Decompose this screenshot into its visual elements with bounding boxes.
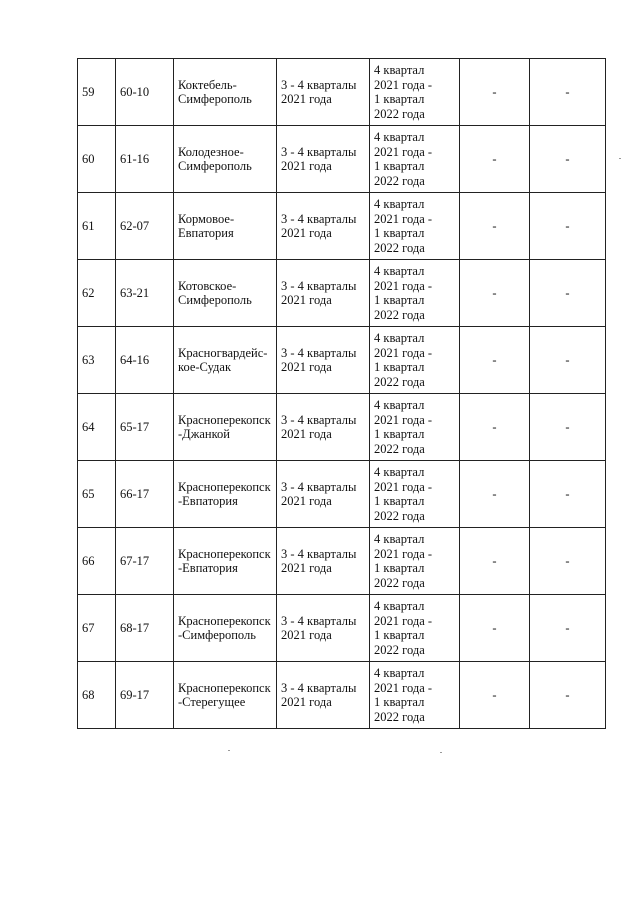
col6-value: -: [492, 486, 497, 501]
row-number-cell: [78, 327, 116, 394]
period-line: 2021 года: [281, 293, 332, 307]
quarter-line: 4 квартал: [374, 264, 425, 278]
quarter-line: 2021 года -: [374, 479, 433, 494]
quarter-line: 4 квартал: [374, 197, 425, 211]
col6-value: -: [492, 285, 497, 300]
quarter-line: 1 квартал: [374, 92, 425, 106]
period-line: 2021 года: [281, 360, 332, 374]
col7-cell: [530, 260, 606, 327]
col6-cell: [460, 528, 530, 595]
route-name-line: Красноперекопск: [178, 680, 271, 695]
quarter-line: 4 квартал: [374, 532, 425, 546]
quarter-cell: [370, 260, 460, 327]
col6-value: -: [492, 620, 497, 635]
quarter-line: 1 квартал: [374, 427, 425, 441]
route-code-cell: [116, 193, 174, 260]
route-name-cell: [174, 193, 277, 260]
route-name-line: -Евпатория: [178, 561, 238, 575]
row-number-cell: [78, 126, 116, 193]
quarter-cell: [370, 394, 460, 461]
period-line: 2021 года: [281, 561, 332, 575]
col7-cell: [530, 126, 606, 193]
quarter-line: 1 квартал: [374, 293, 425, 307]
route-name-line: Красноперекопск: [178, 479, 271, 494]
quarter-line: 1 квартал: [374, 695, 425, 709]
col7-value: -: [565, 620, 570, 635]
quarter-line: 2022 года: [374, 508, 425, 523]
period-line: 3 - 4 кварталы: [281, 479, 357, 494]
quarter-line: 4 квартал: [374, 666, 425, 680]
route-name-cell: [174, 528, 277, 595]
quarter-line: 1 квартал: [374, 226, 425, 240]
row-number: 59: [82, 84, 95, 99]
period-cell: [277, 327, 370, 394]
route-code-cell: [116, 528, 174, 595]
col6-value: -: [492, 151, 497, 166]
route-code-cell: [116, 595, 174, 662]
quarter-line: 1 квартал: [374, 360, 425, 374]
route-code-cell: [116, 662, 174, 729]
table-row: [78, 260, 606, 327]
col6-value: -: [492, 419, 497, 434]
routes-table-body: [78, 59, 606, 729]
route-name-line: Евпатория: [178, 226, 234, 240]
row-number: 60: [82, 151, 95, 166]
period-line: 3 - 4 кварталы: [281, 211, 357, 226]
route-code: 67-17: [120, 553, 150, 568]
table-row: [78, 327, 606, 394]
quarter-cell: [370, 193, 460, 260]
quarter-line: 2022 года: [374, 374, 425, 389]
table-row: [78, 528, 606, 595]
route-code-cell: [116, 327, 174, 394]
col7-value: -: [565, 218, 570, 233]
route-code: 69-17: [120, 687, 150, 702]
quarter-cell: [370, 595, 460, 662]
col7-cell: [530, 461, 606, 528]
row-number: 61: [82, 218, 95, 233]
period-line: 2021 года: [281, 494, 332, 508]
period-line: 2021 года: [281, 226, 332, 240]
route-name-line: Красноперекопск: [178, 412, 271, 427]
period-cell: [277, 662, 370, 729]
row-number: 63: [82, 352, 95, 367]
quarter-cell: [370, 59, 460, 126]
quarter-line: 2021 года -: [374, 546, 433, 561]
col7-cell: [530, 193, 606, 260]
period-cell: [277, 461, 370, 528]
row-number-cell: [78, 193, 116, 260]
route-code-cell: [116, 260, 174, 327]
col7-value: -: [565, 486, 570, 501]
quarter-line: 4 квартал: [374, 63, 425, 77]
col7-cell: [530, 595, 606, 662]
quarter-line: 2021 года -: [374, 345, 433, 360]
scan-speck: [440, 752, 442, 753]
col7-value: -: [565, 285, 570, 300]
quarter-line: 4 квартал: [374, 331, 425, 345]
route-code: 65-17: [120, 419, 150, 434]
col7-value: -: [565, 419, 570, 434]
quarter-line: 2022 года: [374, 642, 425, 657]
quarter-line: 2021 года -: [374, 412, 433, 427]
quarter-cell: [370, 662, 460, 729]
period-line: 2021 года: [281, 427, 332, 441]
quarter-line: 2021 года -: [374, 278, 433, 293]
route-name-line: Котовское-: [178, 278, 237, 293]
period-cell: [277, 528, 370, 595]
table-row: [78, 193, 606, 260]
col6-value: -: [492, 84, 497, 99]
col7-value: -: [565, 553, 570, 568]
quarter-line: 4 квартал: [374, 465, 425, 479]
period-cell: [277, 59, 370, 126]
quarter-line: 2021 года -: [374, 680, 433, 695]
col6-cell: [460, 327, 530, 394]
row-number: 62: [82, 285, 95, 300]
route-name-line: Коктебель-: [178, 77, 237, 92]
route-name-line: Красноперекопск: [178, 613, 271, 628]
row-number-cell: [78, 394, 116, 461]
quarter-line: 1 квартал: [374, 494, 425, 508]
quarter-line: 4 квартал: [374, 130, 425, 144]
quarter-line: 4 квартал: [374, 398, 425, 412]
scan-speck: [619, 158, 621, 159]
route-name-cell: [174, 59, 277, 126]
quarter-cell: [370, 528, 460, 595]
quarter-line: 2022 года: [374, 575, 425, 590]
quarter-line: 1 квартал: [374, 159, 425, 173]
route-code-cell: [116, 59, 174, 126]
period-line: 3 - 4 кварталы: [281, 546, 357, 561]
col6-cell: [460, 59, 530, 126]
row-number: 66: [82, 553, 95, 568]
scan-speck: [228, 750, 230, 751]
route-name-line: Колодезное-: [178, 144, 244, 159]
route-name-line: -Джанкой: [178, 427, 230, 441]
period-cell: [277, 394, 370, 461]
col6-cell: [460, 260, 530, 327]
row-number: 64: [82, 419, 95, 434]
table-row: [78, 59, 606, 126]
period-line: 3 - 4 кварталы: [281, 77, 357, 92]
route-name-cell: [174, 126, 277, 193]
table-row: [78, 461, 606, 528]
quarter-line: 2021 года -: [374, 613, 433, 628]
table-row: [78, 662, 606, 729]
route-name-line: Симферополь: [178, 92, 252, 106]
route-name-line: Красноперекопск: [178, 546, 271, 561]
route-name-line: -Симферополь: [178, 628, 256, 642]
route-code-cell: [116, 394, 174, 461]
quarter-line: 1 квартал: [374, 628, 425, 642]
row-number-cell: [78, 461, 116, 528]
quarter-line: 2022 года: [374, 307, 425, 322]
quarter-line: 2021 года -: [374, 144, 433, 159]
route-code-cell: [116, 126, 174, 193]
col7-value: -: [565, 84, 570, 99]
table-row: [78, 126, 606, 193]
row-number-cell: [78, 528, 116, 595]
col7-cell: [530, 662, 606, 729]
route-name-line: Симферополь: [178, 159, 252, 173]
col6-cell: [460, 662, 530, 729]
route-name-cell: [174, 662, 277, 729]
route-name-cell: [174, 595, 277, 662]
route-code: 66-17: [120, 486, 150, 501]
route-code: 61-16: [120, 151, 150, 166]
quarter-line: 2022 года: [374, 106, 425, 121]
row-number-cell: [78, 595, 116, 662]
route-code: 68-17: [120, 620, 150, 635]
route-name-cell: [174, 327, 277, 394]
quarter-line: 2022 года: [374, 441, 425, 456]
period-cell: [277, 193, 370, 260]
route-name-cell: [174, 461, 277, 528]
route-name-cell: [174, 394, 277, 461]
quarter-cell: [370, 461, 460, 528]
period-line: 3 - 4 кварталы: [281, 680, 357, 695]
route-name-cell: [174, 260, 277, 327]
quarter-line: 4 квартал: [374, 599, 425, 613]
route-code: 63-21: [120, 285, 150, 300]
row-number: 68: [82, 687, 95, 702]
quarter-line: 2021 года -: [374, 211, 433, 226]
col7-value: -: [565, 352, 570, 367]
route-code: 62-07: [120, 218, 150, 233]
quarter-line: 2021 года -: [374, 77, 433, 92]
period-line: 3 - 4 кварталы: [281, 144, 357, 159]
col6-value: -: [492, 553, 497, 568]
col7-value: -: [565, 687, 570, 702]
col7-cell: [530, 327, 606, 394]
col6-cell: [460, 126, 530, 193]
col6-value: -: [492, 352, 497, 367]
col7-cell: [530, 59, 606, 126]
col7-value: -: [565, 151, 570, 166]
col6-cell: [460, 193, 530, 260]
route-name-line: -Стерегущее: [178, 695, 246, 709]
col6-cell: [460, 461, 530, 528]
col7-cell: [530, 528, 606, 595]
period-line: 2021 года: [281, 628, 332, 642]
route-code-cell: [116, 461, 174, 528]
col7-cell: [530, 394, 606, 461]
row-number-cell: [78, 260, 116, 327]
quarter-cell: [370, 126, 460, 193]
row-number-cell: [78, 662, 116, 729]
table-row: [78, 595, 606, 662]
route-code: 60-10: [120, 84, 150, 99]
col6-value: -: [492, 687, 497, 702]
quarter-cell: [370, 327, 460, 394]
period-line: 2021 года: [281, 92, 332, 106]
quarter-line: 2022 года: [374, 240, 425, 255]
quarter-line: 2022 года: [374, 709, 425, 724]
period-cell: [277, 595, 370, 662]
period-line: 2021 года: [281, 695, 332, 709]
period-line: 3 - 4 кварталы: [281, 278, 357, 293]
col6-value: -: [492, 218, 497, 233]
row-number-cell: [78, 59, 116, 126]
col6-cell: [460, 595, 530, 662]
route-name-line: Красногвардейс-: [178, 345, 268, 360]
quarter-line: 2022 года: [374, 173, 425, 188]
quarter-line: 1 квартал: [374, 561, 425, 575]
period-line: 3 - 4 кварталы: [281, 345, 357, 360]
row-number: 65: [82, 486, 95, 501]
table-row: [78, 394, 606, 461]
period-cell: [277, 260, 370, 327]
row-number: 67: [82, 620, 95, 635]
route-name-line: -Евпатория: [178, 494, 238, 508]
col6-cell: [460, 394, 530, 461]
period-line: 2021 года: [281, 159, 332, 173]
routes-table: [77, 58, 606, 729]
period-line: 3 - 4 кварталы: [281, 613, 357, 628]
period-line: 3 - 4 кварталы: [281, 412, 357, 427]
route-name-line: кое-Судак: [178, 360, 232, 374]
route-name-line: Кормовое-: [178, 211, 235, 226]
period-cell: [277, 126, 370, 193]
route-name-line: Симферополь: [178, 293, 252, 307]
route-code: 64-16: [120, 352, 150, 367]
